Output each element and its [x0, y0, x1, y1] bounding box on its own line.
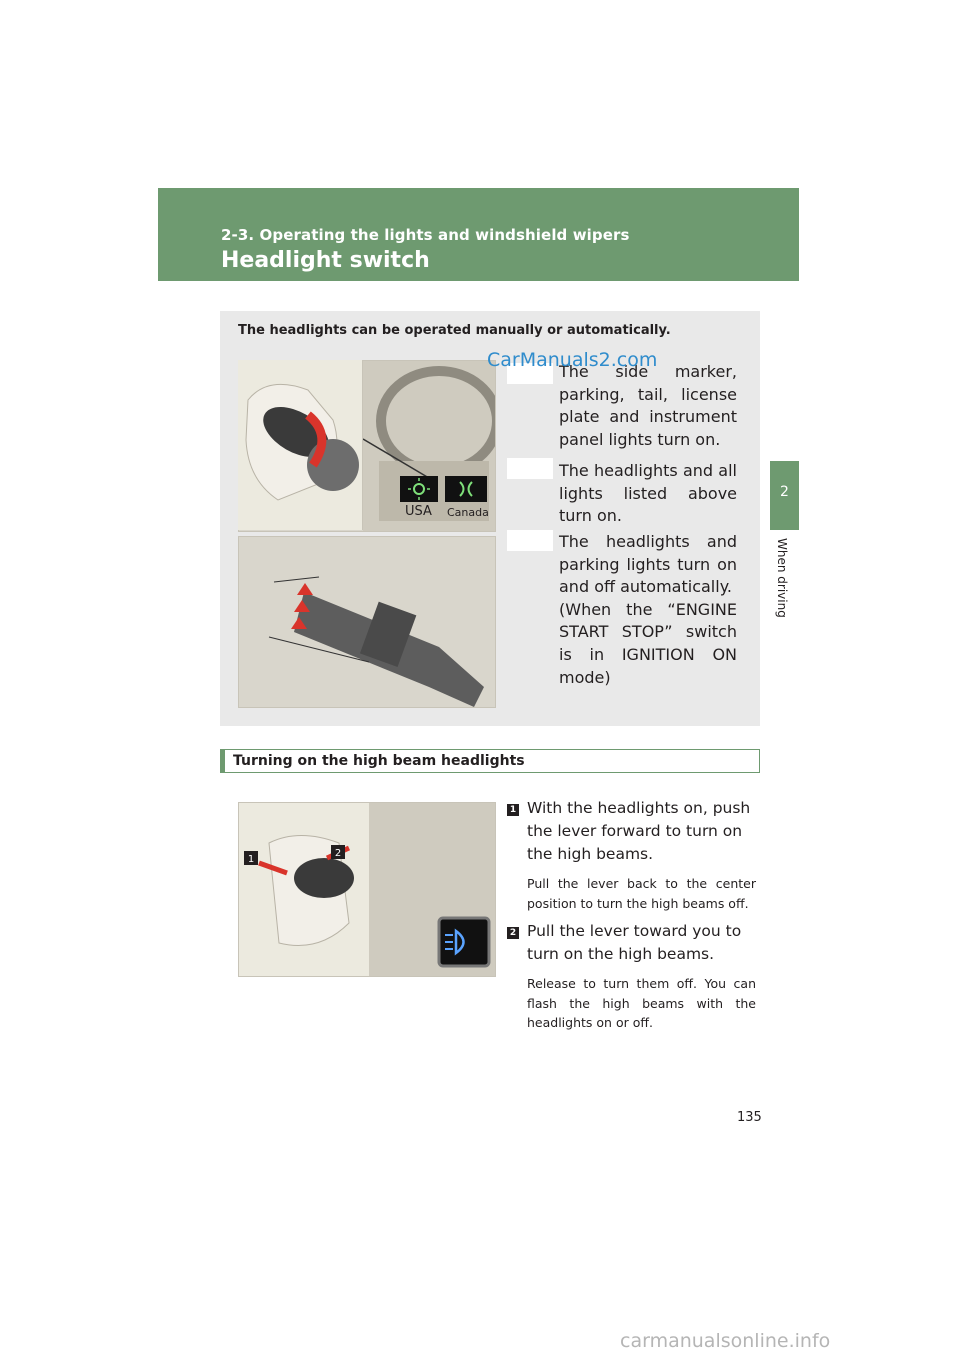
knob-inset — [238, 360, 363, 530]
position-desc-3-condition: (When the “ENGINE START STOP” switch is in IGNITION ON mode) — [559, 599, 737, 687]
position-desc-1: The side marker, parking, tail, license plate and instrument panel lights turn on. — [559, 362, 737, 449]
step-note-2: Release to turn them off. You can flash the high beams with the headlights on or off. — [527, 976, 756, 1030]
canada-label: Canada — [447, 506, 489, 519]
page-title: Headlight switch — [221, 248, 430, 273]
chapter-label — [769, 538, 797, 628]
usa-indicator — [400, 476, 438, 502]
intro-text: The headlights can be operated manually or automatically. — [238, 323, 671, 338]
position-desc-3 — [559, 531, 737, 689]
high-beam-illustration — [239, 803, 495, 976]
usa-label: USA — [405, 504, 432, 519]
watermark-top[interactable]: CarManuals2.com — [487, 349, 658, 371]
position-desc-3-main: The headlights and parking lights turn on and off automatically. — [559, 532, 737, 597]
step-text-2: Pull the lever toward you to turn on the high beams. — [527, 922, 742, 963]
hand-knob-illustration — [238, 360, 362, 530]
position-desc-2: The headlights and all lights listed above turn on. — [559, 461, 737, 526]
section-title: 2-3. Operating the lights and windshield wipers — [221, 226, 630, 244]
high-beam-figure — [238, 802, 496, 977]
canada-indicator — [445, 476, 487, 502]
chapter-number: 2 — [780, 484, 789, 500]
step-note-1: Pull the lever back to the center position to turn the high beams off. — [527, 876, 756, 911]
position-symbol-3 — [507, 530, 553, 551]
position-symbol-2 — [507, 458, 553, 479]
chapter-label-text: When driving — [775, 538, 789, 618]
step-number-2: 2 — [507, 927, 519, 939]
svg-text:2: 2 — [334, 848, 342, 859]
subsection-title: Turning on the high beam headlights — [233, 753, 525, 769]
page-number: 135 — [737, 1110, 762, 1125]
lever-illustration — [239, 537, 495, 707]
low-beam-icon — [445, 476, 487, 502]
subsection-accent — [220, 749, 225, 773]
lever-figure — [238, 536, 496, 708]
step-text-1: With the headlights on, push the lever forward to turn on the high beams. — [527, 799, 751, 863]
sun-icon — [400, 476, 438, 502]
svg-text:1: 1 — [247, 854, 255, 865]
watermark-bottom[interactable]: carmanualsonline.info — [620, 1330, 831, 1352]
step-number-1: 1 — [507, 804, 519, 816]
